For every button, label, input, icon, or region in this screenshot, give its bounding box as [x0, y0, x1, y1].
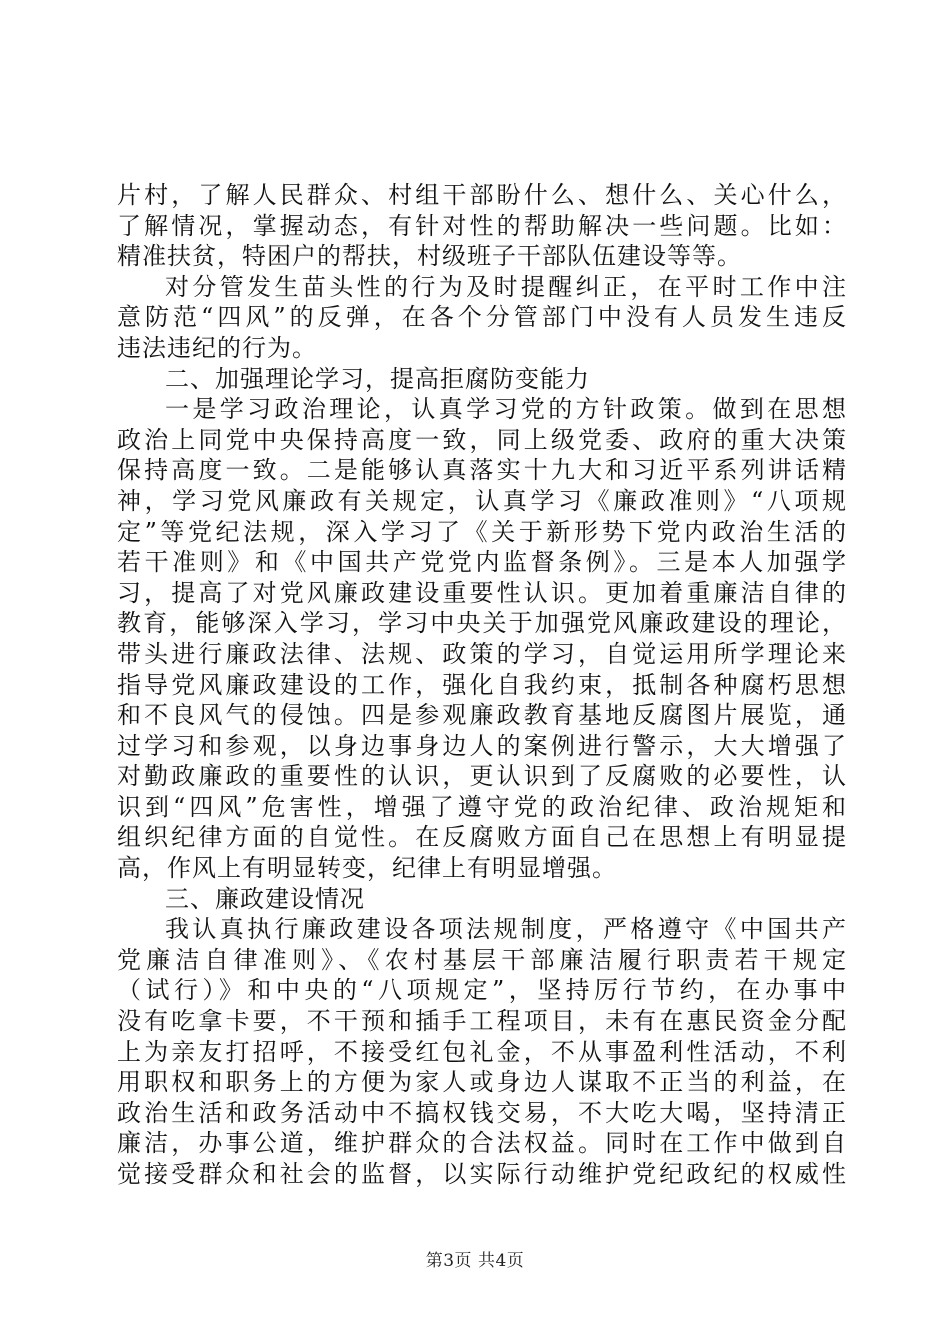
text-line: 一是学习政治理论，认真学习党的方针政策。做到在思想 [165, 395, 847, 424]
text-line: 片村，了解人民群众、村组干部盼什么、想什么、关心什么， [117, 181, 847, 209]
text-line: 保持高度一致。二是能够认真落实十九大和习近平系列讲话精 [117, 456, 847, 485]
text-line: 政治上同党中央保持高度一致，同上级党委、政府的重大决策 [117, 425, 847, 454]
text-line: 带头进行廉政法律、法规、政策的学习，自觉运用所学理论来 [117, 639, 847, 668]
text-line: 定”等党纪法规，深入学习了《关于新形势下党内政治生活的 [117, 517, 847, 546]
text-line: 三、廉政建设情况 [165, 884, 365, 913]
text-line: 了解情况，掌握动态，有针对性的帮助解决一些问题。比如： [117, 211, 847, 240]
text-line: 若干准则》和《中国共产党党内监督条例》。三是本人加强学 [117, 548, 847, 577]
page-number-footer: 第3页 共4页 [425, 1251, 525, 1271]
text-line: 我认真执行廉政建设各项法规制度，严格遵守《中国共产 [165, 915, 847, 944]
document-body [117, 180, 847, 1190]
text-line: 识到“四风”危害性，增强了遵守党的政治纪律、政治规矩和 [117, 792, 847, 821]
text-line: 神，学习党风廉政有关规定，认真学习《廉政准则》“八项规 [117, 486, 847, 515]
text-line: 违法违纪的行为。 [117, 333, 317, 362]
text-line: 精准扶贫，特困户的帮扶，村级班子干部队伍建设等等。 [117, 242, 742, 271]
text-line: 和不良风气的侵蚀。四是参观廉政教育基地反腐图片展览，通 [117, 701, 847, 730]
text-line: 觉接受群众和社会的监督，以实际行动维护党纪政纪的权威性 [117, 1160, 847, 1188]
text-line: 意防范“四风”的反弹，在各个分管部门中没有人员发生违反 [117, 303, 847, 332]
text-line: 过学习和参观，以身边事身边人的案例进行警示，大大增强了 [117, 731, 847, 760]
text-line: 高，作风上有明显转变，纪律上有明显增强。 [117, 854, 617, 883]
text-line: （试行）》和中央的“八项规定”，坚持厉行节约，在办事中 [117, 976, 847, 1005]
text-line: 二、加强理论学习，提高拒腐防变能力 [165, 364, 590, 393]
text-line: 党廉洁自律准则》、《农村基层干部廉洁履行职责若干规定 [117, 945, 847, 974]
text-line: 指导党风廉政建设的工作，强化自我约束，抵制各种腐朽思想 [117, 670, 847, 699]
text-line: 教育，能够深入学习，学习中央关于加强党风廉政建设的理论， [117, 609, 847, 638]
text-line: 对勤政廉政的重要性的认识，更认识到了反腐败的必要性，认 [117, 762, 847, 791]
text-line: 政治生活和政务活动中不搞权钱交易，不大吃大喝，坚持清正 [117, 1098, 847, 1127]
text-line: 用职权和职务上的方便为家人或身边人谋取不正当的利益，在 [117, 1068, 847, 1097]
text-line: 组织纪律方面的自觉性。在反腐败方面自己在思想上有明显提 [117, 823, 847, 852]
text-line: 习，提高了对党风廉政建设重要性认识。更加着重廉洁自律的 [117, 578, 847, 607]
text-line: 没有吃拿卡要，不干预和插手工程项目，未有在惠民资金分配 [117, 1007, 847, 1036]
text-line: 对分管发生苗头性的行为及时提醒纠正，在平时工作中注 [165, 272, 847, 301]
text-line: 廉洁，办事公道，维护群众的合法权益。同时在工作中做到自 [117, 1129, 847, 1158]
text-line: 上为亲友打招呼，不接受红包礼金，不从事盈利性活动，不利 [117, 1037, 847, 1066]
